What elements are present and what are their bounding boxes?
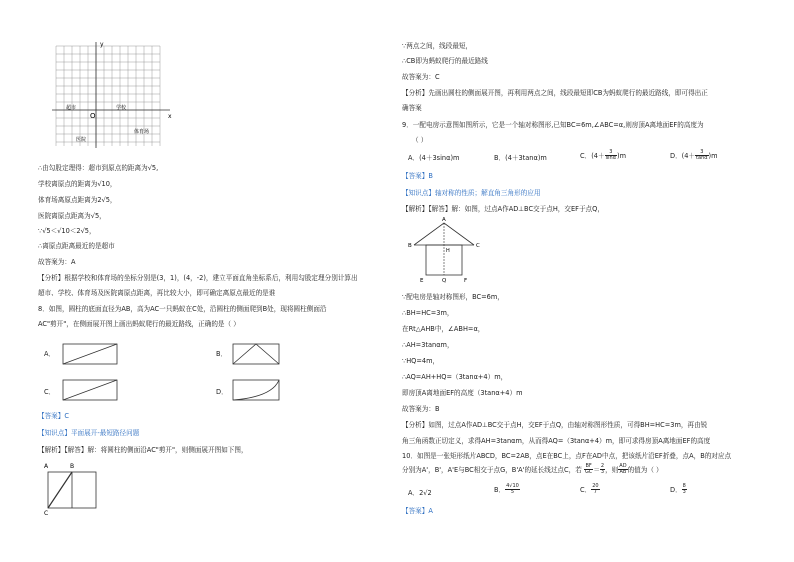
school-label: 学校: [116, 105, 127, 111]
q9-option-d: [670, 150, 718, 162]
q9-option-d-suffix: )m: [708, 151, 718, 160]
y-axis-label: y: [100, 41, 104, 48]
question-9: 9．一配电房示意图如图所示，它是一个轴对称图形,已知BC=6m,∠ABC=α,则房顶A离地面EF的高度为: [402, 121, 704, 129]
text-line: ∵√5＜√10＜2√5，: [38, 227, 96, 235]
option-b-label: B．: [216, 350, 228, 358]
question-8: 8．如图，圆柱的底面直径为AB，高为AC一只蚂蚁在C处，沿圆柱的侧面爬到B处，现将圆柱侧面沿: [38, 305, 327, 313]
text-line: ∴离原点距离最近的是超市: [38, 242, 115, 250]
option-c-label: C．: [44, 388, 56, 396]
q10-option-b: [494, 484, 520, 496]
house-c-label: C: [476, 243, 480, 249]
step-line: 在Rt△AHB中，∠ABH=α，: [402, 325, 485, 333]
q9-option-a: A．(4＋3sinα)m: [408, 154, 460, 162]
q10-option-c-fraction: [591, 484, 599, 496]
text-line: 体育场离原点距离为2√5，: [38, 196, 117, 204]
option-c-figure: [62, 379, 118, 401]
analysis-text: 确答案: [402, 104, 422, 112]
fraction-denominator: GC: [584, 469, 593, 476]
point-a-label: A: [44, 463, 49, 470]
q9-option-d-fraction: [695, 150, 709, 162]
equals-sign: ＝: [593, 465, 600, 474]
q9-option-c-fraction: [605, 150, 617, 162]
q10-option-d: [670, 484, 687, 496]
fraction-numerator: AD: [619, 463, 627, 469]
q10-option-c-prefix: C．: [580, 485, 592, 494]
fraction-numerator: 8: [682, 483, 686, 489]
option-d-figure: [232, 379, 280, 401]
answer-text: 【答案】A: [402, 507, 433, 515]
fraction-denominator: AB: [619, 469, 627, 476]
fraction-numerator: 4√10: [506, 483, 519, 489]
fraction-denominator: 7: [593, 489, 597, 496]
q10-fraction-ad-ab: [618, 464, 627, 476]
house-q-label: Q: [442, 278, 447, 284]
q9-option-c-suffix: )m: [617, 151, 627, 160]
fraction-numerator: 3: [695, 150, 709, 156]
fraction-numerator: BF: [585, 463, 592, 469]
q10-option-a: A．2√2: [408, 489, 432, 497]
solution-unfold-figure: [40, 460, 120, 516]
analysis-text: 超市、学校、体育场及医院离原点距离，再比较大小，即可确定离原点最近的是谁: [38, 289, 276, 297]
house-figure: [406, 215, 486, 285]
fraction-denominator: tanα: [696, 155, 708, 162]
analysis-text: 【分析】如图，过点A作AD⊥BC交于点H，交EF于点Q，由轴对称图形性质，可得BH=HC=3m，再由锐: [402, 421, 708, 429]
point-c-label: C: [44, 510, 49, 516]
question-10: 10．如图是一张矩形纸片ABCD，BC=2AB，点E在BC上，点F在AD中点，把该纸片沿EF折叠，点A，B的对应点: [402, 452, 732, 460]
q10-option-d-prefix: D．: [670, 485, 682, 494]
q10-text: ，则: [605, 465, 619, 474]
text-line: ∵两点之间，线段最短，: [402, 42, 473, 50]
fraction-denominator: 5: [510, 489, 515, 496]
supermarket-label: 超市: [66, 105, 77, 111]
q9-option-b: B．(4＋3tanα)m: [494, 154, 547, 162]
fraction-numerator: 2: [600, 463, 605, 469]
knowledge-point: 【知识点】平面展开-最短路径问题: [38, 429, 140, 437]
house-b-label: B: [408, 243, 412, 249]
q10-text: 的值为（ ）: [627, 465, 663, 474]
house-f-label: F: [464, 278, 468, 284]
step-line: ∴AH=3tanαm，: [402, 341, 454, 349]
step-line: ∵配电房是轴对称图形，BC=6m，: [402, 293, 504, 301]
fraction-numerator: 20: [592, 483, 599, 489]
coordinate-grid-figure: [46, 40, 176, 150]
q10-option-c: [580, 484, 600, 496]
analysis-text: 角三角函数正切定义，求得AH=3tanαm，从而得AQ=（3tanα+4）m，即可求得房顶A离地面EF的高度: [402, 437, 711, 445]
option-a-label: A．: [44, 350, 56, 358]
point-b-label: B: [70, 463, 75, 470]
answer-text: 【答案】B: [402, 172, 433, 180]
q10-option-b-fraction: [505, 484, 520, 496]
hospital-label: 医院: [76, 137, 87, 143]
fraction-numerator: 3: [605, 150, 617, 156]
origin-label: O: [90, 112, 96, 120]
q10-option-d-fraction: [682, 484, 687, 496]
text-line: ∴由勾股定理得：超市到原点的距离为√5,: [38, 164, 159, 172]
option-d-label: D．: [216, 388, 228, 396]
house-e-label: E: [420, 278, 424, 284]
solution-text: 【解析】【解答】解：将圆柱的侧面沿AC"剪开"，则侧面展开图如下图，: [38, 446, 248, 454]
x-axis-label: x: [168, 113, 172, 120]
q9-option-c: [580, 150, 626, 162]
fraction-denominator: 3: [682, 489, 686, 496]
text-line: 故答案为：C: [402, 73, 440, 81]
question-10-line2: [402, 464, 663, 476]
fraction-denominator: 3: [600, 469, 605, 476]
house-a-label: A: [442, 217, 446, 223]
option-b-figure: [232, 343, 280, 365]
step-line: 故答案为：B: [402, 405, 440, 413]
step-line: ∴AQ=AH+HQ=（3tanα+4）m，: [402, 373, 508, 381]
question-9-paren: （ ）: [412, 136, 428, 144]
text-line: 故答案为：A: [38, 258, 76, 266]
option-a-figure: [62, 343, 118, 365]
stadium-label: 体育场: [134, 129, 150, 135]
q10-option-b-prefix: B．: [494, 485, 506, 494]
question-8: AC"剪开"，在侧面展开图上画出蚂蚁爬行的最近路线，正确的是（ ）: [38, 320, 240, 328]
text-line: ∴CB即为蚂蚁爬行的最近路线: [402, 57, 488, 65]
q9-option-d-prefix: D．(4＋: [670, 151, 696, 160]
analysis-text: 【分析】根据学校和体育场的坐标分别是(3，1)，(4，-2)，建立平面直角坐标系后，利用勾股定理分别计算出: [38, 274, 358, 282]
solution-text: 【解析】【解答】解：如图，过点A作AD⊥BC交于点H，交EF于点Q，: [402, 205, 604, 213]
step-line: 即房顶A离地面EF的高度（3tanα+4）m: [402, 389, 523, 397]
house-h-label: H: [446, 248, 450, 254]
step-line: ∴BH=HC=3m，: [402, 309, 454, 317]
answer-text: 【答案】C: [38, 412, 69, 420]
text-line: 学校离原点的距离为√10，: [38, 180, 117, 188]
step-line: ∵HQ=4m，: [402, 357, 440, 365]
q9-option-c-prefix: C．(4＋: [580, 151, 605, 160]
text-line: 医院离原点距离为√5，: [38, 212, 106, 220]
q10-fraction-bf-gc: [584, 464, 593, 476]
fraction-denominator: sinα: [605, 155, 617, 162]
analysis-text: 【分析】先画出圆柱的侧面展开图，再利用两点之间，线段最短即CB为蚂蚁爬行的最近路线，即可得出正: [402, 89, 708, 97]
knowledge-point: 【知识点】轴对称的性质；解直角三角形的应用: [402, 189, 541, 197]
q10-text: 分别为A'，B'，A'E与BC相交于点G，B'A'的延长线过点C，若: [402, 465, 582, 474]
